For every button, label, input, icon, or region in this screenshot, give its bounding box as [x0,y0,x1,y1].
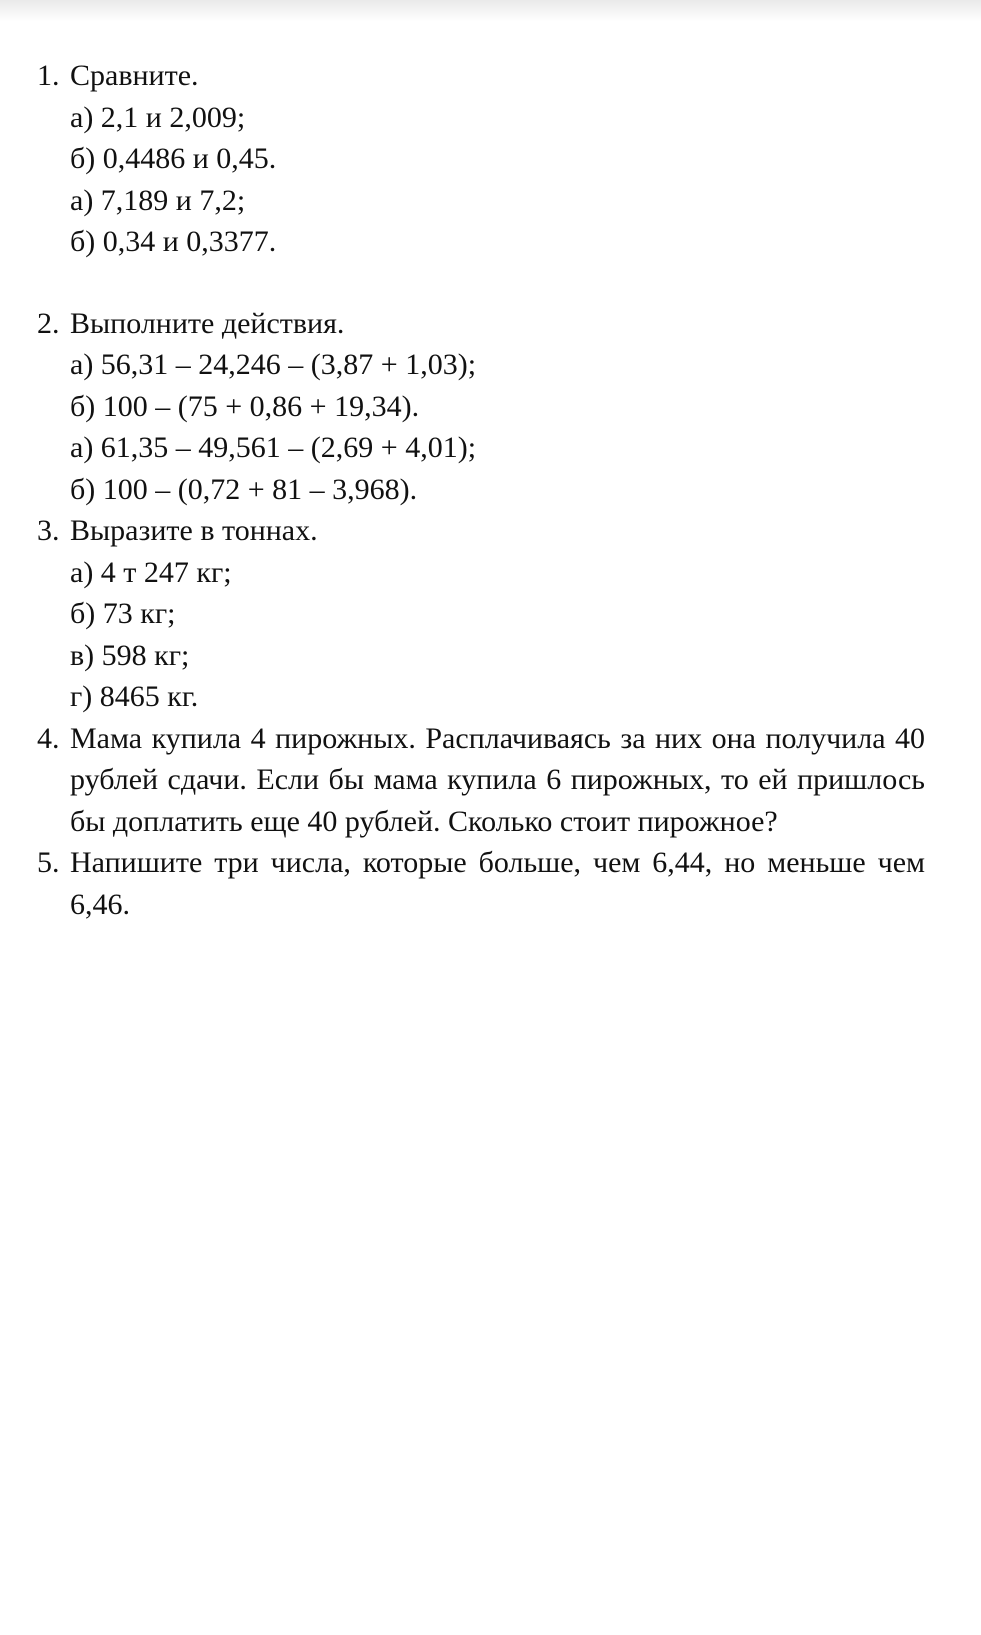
task-number: 4. [37,721,60,755]
subtask: г) 8465 кг. [70,680,199,713]
task-2 [37,303,925,511]
top-shadow [0,0,981,22]
subtask: б) 0,34 и 0,3377. [70,225,277,258]
task-3 [37,510,925,718]
task-text: Мама купила 4 пирожных. Расплачиваясь за них она получила 40 рублей сдачи. Если бы мама купила 6 пирожных, то ей пришлось бы доплатить еще 40 рублей. Сколько стоит пирожное? [70,721,925,838]
subtask: а) 61,35 – 49,561 – (2,69 + 4,01); [70,431,477,464]
subtask: в) 598 кг; [70,638,190,672]
task-text: Напишите три числа, которые больше, чем 6,44, но меньше чем 6,46. [70,846,925,921]
subtask: а) 56,31 – 24,246 – (3,87 + 1,03); [70,348,477,381]
subtask: б) 100 – (75 + 0,86 + 19,34). [70,389,420,423]
subtask: а) 2,1 и 2,009; [70,100,246,134]
subtask: а) 4 т 247 кг; [70,555,232,589]
task-4 [37,718,925,843]
task-number: 3. [37,514,60,547]
worksheet [37,55,925,925]
task-number: 2. [37,306,60,340]
task-5 [37,842,925,925]
task-title: Выполните действия. [70,306,345,340]
spacer [37,263,925,303]
subtask: б) 73 кг; [70,597,176,630]
task-1 [37,55,925,263]
task-number: 5. [37,846,60,879]
subtask: а) 7,189 и 7,2; [70,183,246,217]
task-title: Сравните. [70,59,199,92]
task-number: 1. [37,59,60,92]
subtask: б) 100 – (0,72 + 81 – 3,968). [70,472,418,506]
subtask: б) 0,4486 и 0,45. [70,142,277,175]
task-title: Выразите в тоннах. [70,514,318,547]
